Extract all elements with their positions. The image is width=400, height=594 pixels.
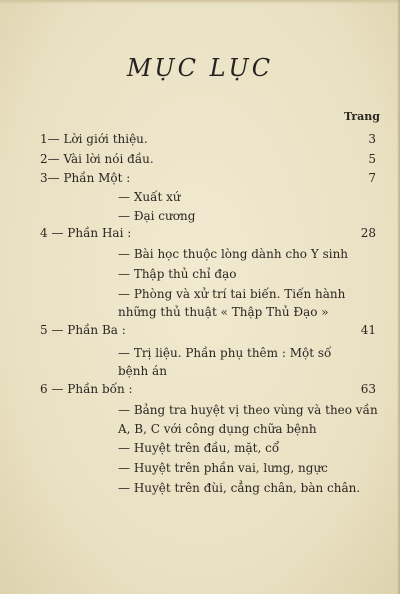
toc-entry-page: 63 [360, 382, 376, 396]
toc-entry-page: 5 [368, 152, 376, 166]
toc-entry-page: 3 [368, 132, 376, 146]
toc-subitem: — Phòng và xử trí tai biến. Tiến hành [118, 287, 346, 301]
toc-subitem: — Thập thủ chỉ đạo [118, 267, 237, 281]
toc-subitem: — Huyệt trên đùi, cẳng chân, bàn chân. [118, 481, 361, 495]
toc-subitem: bệnh án [118, 364, 167, 378]
toc-subitem: những thủ thuật « Thập Thủ Đạo » [118, 305, 329, 319]
toc-entry-page: 28 [360, 226, 376, 240]
toc-entry [40, 170, 376, 186]
toc-entry [40, 225, 376, 241]
page-column-header: Trang [344, 110, 380, 123]
toc-entry-label: 4 — Phần Hai : [40, 226, 132, 240]
toc-subitem: — Trị liệu. Phần phụ thêm : Một số [118, 346, 332, 360]
toc-subitem: — Bảng tra huyệt vị theo vùng và theo vần [118, 403, 378, 417]
toc-subitem: — Huyệt trên phần vai, lưng, ngực [118, 461, 328, 475]
toc-entry-label: 2— Vài lời nói đầu. [40, 152, 154, 166]
toc-entry-page: 7 [368, 171, 376, 185]
toc-subitem: — Huyệt trên đầu, mặt, cổ [118, 441, 280, 455]
toc-entry-label: 1— Lời giới thiệu. [40, 132, 148, 146]
toc-subitem: A, B, C với công dụng chữa bệnh [118, 422, 317, 436]
toc-entry-page: 41 [360, 323, 376, 337]
toc-entry [40, 131, 376, 147]
toc-subitem: — Bài học thuộc lòng dành cho Y sinh [118, 247, 349, 261]
page-top-edge [0, 0, 400, 4]
toc-subitem: — Xuất xứ [118, 190, 181, 204]
toc-entry-label: 6 — Phần bốn : [40, 382, 133, 396]
page-title: MỤC LỤC [126, 54, 274, 82]
toc-entry [40, 381, 376, 397]
toc-entry-label: 3— Phần Một : [40, 171, 131, 185]
toc-entry [40, 151, 376, 167]
toc-subitem: — Đại cương [118, 209, 196, 223]
toc-entry-label: 5 — Phần Ba : [40, 323, 126, 337]
toc-entry [40, 322, 376, 338]
